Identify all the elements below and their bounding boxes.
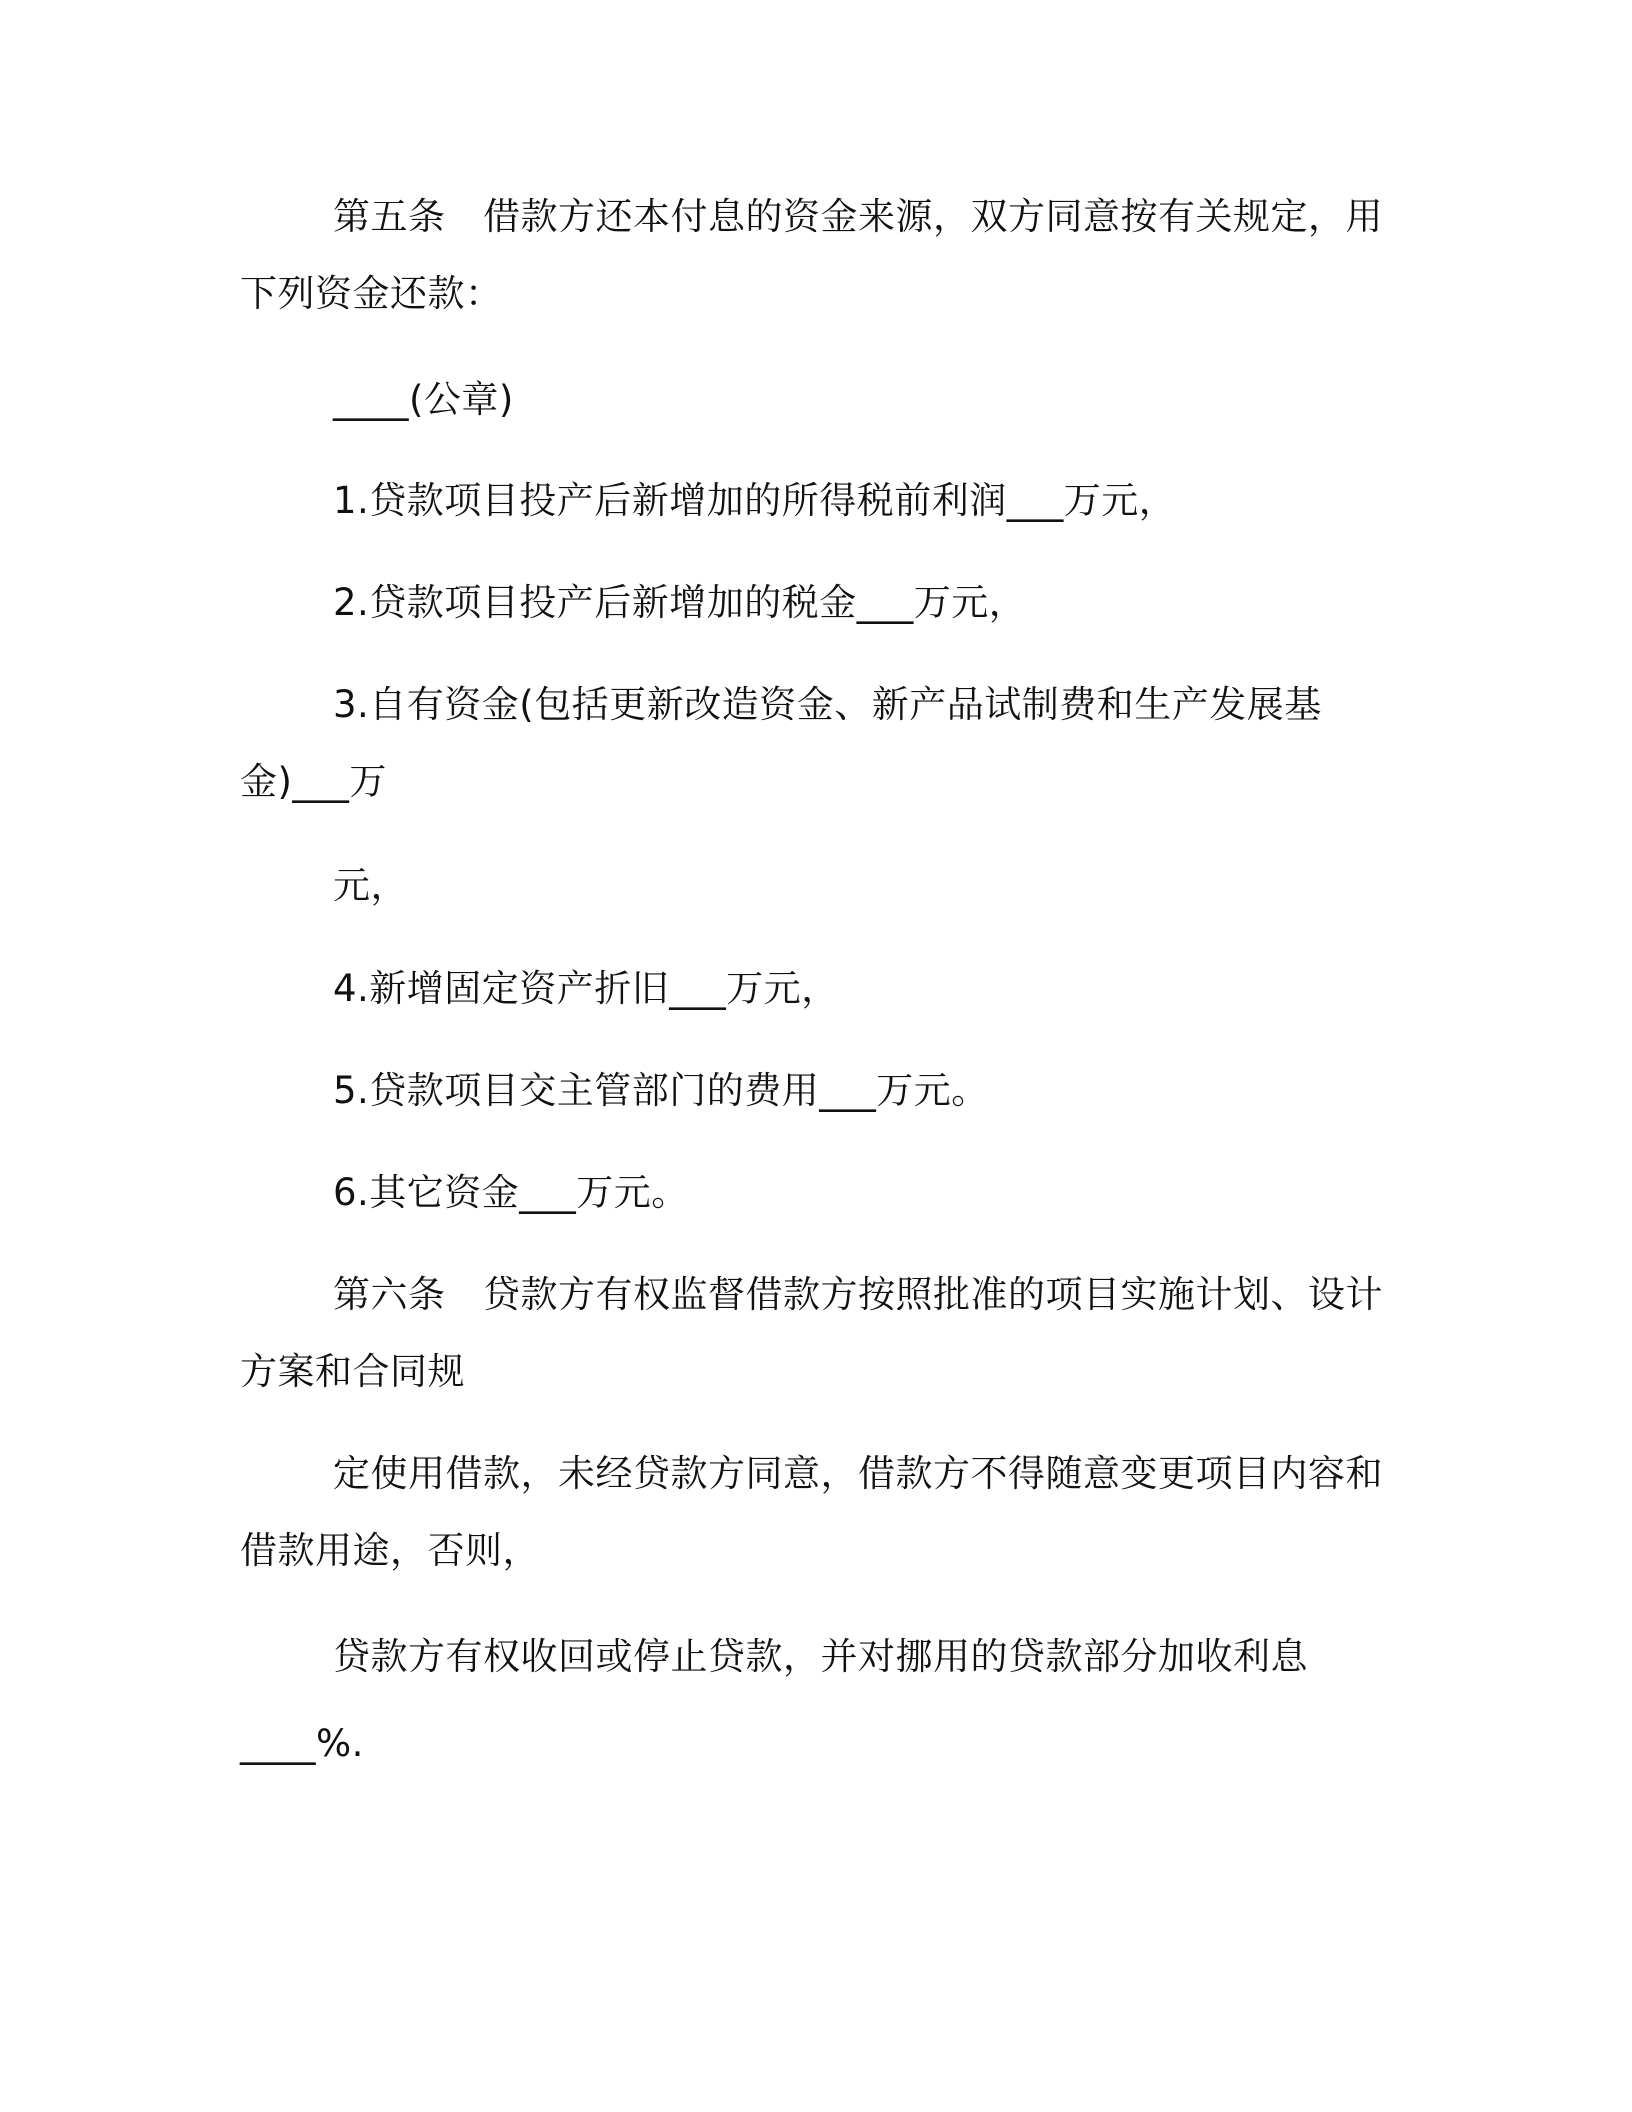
article-6-line-4: 借款用途，否则，	[240, 1529, 540, 1572]
list-item-4: 4.新增固定资产折旧___万元，	[333, 967, 839, 1010]
article-5-line-2: 下列资金还款：	[240, 272, 503, 315]
list-item-3-line-2: 金)___万	[240, 760, 387, 803]
article-6-line-5: 贷款方有权收回或停止贷款，并对挪用的贷款部分加收利息	[333, 1635, 1308, 1678]
article-6-line-2: 方案和合同规	[240, 1350, 465, 1393]
article-6-line-1: 第六条 贷款方有权监督借款方按照批准的项目实施计划、设计	[333, 1273, 1383, 1316]
list-item-6: 6.其它资金___万元。	[333, 1171, 689, 1214]
list-item-3-line-3: 元，	[333, 864, 408, 907]
list-item-3-line-1: 3.自有资金(包括更新改造资金、新产品试制费和生产发展基	[333, 683, 1322, 726]
article-6-line-6: ____%.	[240, 1722, 364, 1765]
list-item-1: 1.贷款项目投产后新增加的所得税前利润___万元，	[333, 479, 1177, 522]
list-item-2: 2.贷款项目投产后新增加的税金___万元，	[333, 581, 1027, 624]
article-5-line-1: 第五条 借款方还本付息的资金来源，双方同意按有关规定，用	[333, 195, 1383, 238]
list-item-5: 5.贷款项目交主管部门的费用___万元。	[333, 1069, 989, 1112]
article-6-line-3: 定使用借款，未经贷款方同意，借款方不得随意变更项目内容和	[333, 1452, 1383, 1495]
seal-placeholder: ____(公章)	[333, 378, 514, 421]
